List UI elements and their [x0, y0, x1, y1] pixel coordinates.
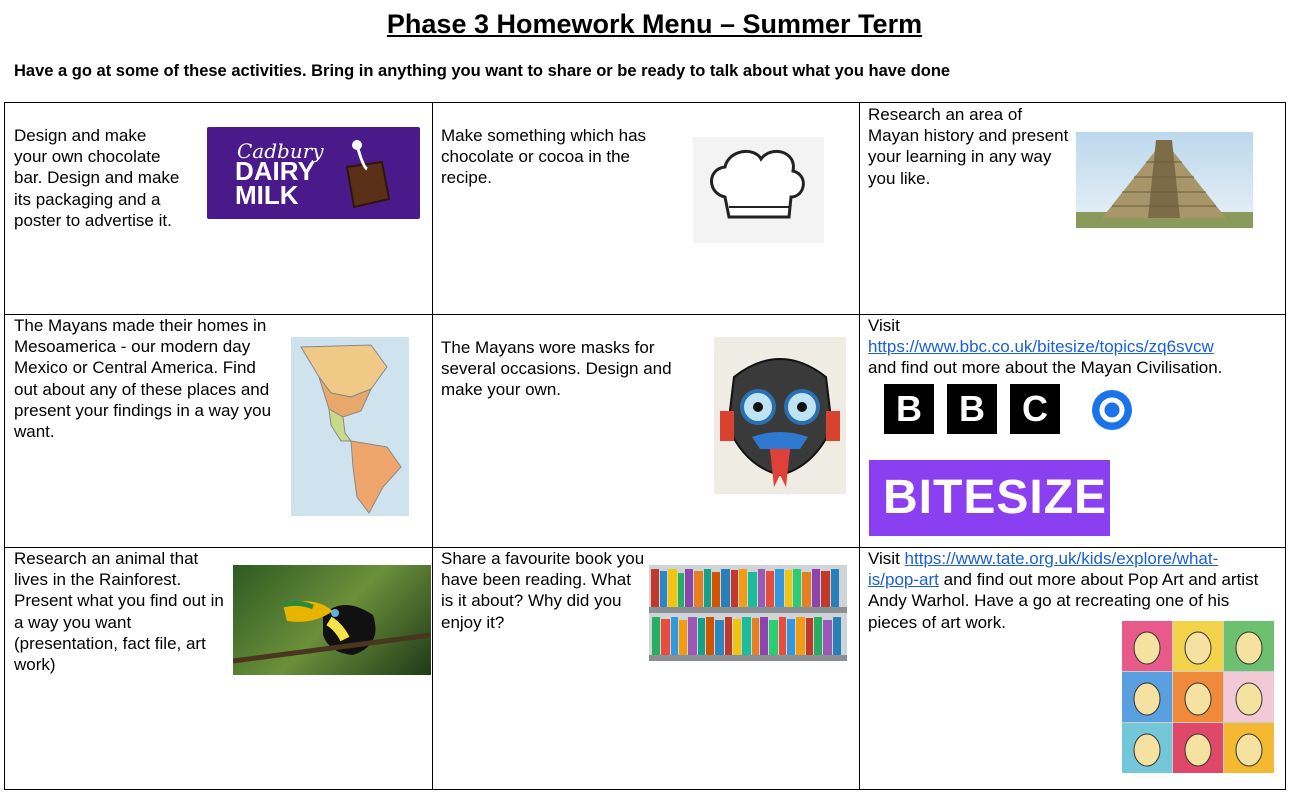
bitesize-logo: BITESIZE: [869, 460, 1110, 536]
cell-masks-text: The Mayans wore masks for several occasions. Design and make your own.: [441, 338, 672, 400]
bbc-bitesize-link[interactable]: https://www.bbc.co.uk/bitesize/topics/zq6svcw: [868, 337, 1214, 357]
bookshelf-image: [649, 565, 847, 661]
visit-text: Visit: [868, 316, 900, 335]
mask-image: [714, 337, 846, 494]
cell-history-text: Research an area of Mayan history and present your learning in any way you like.: [868, 105, 1069, 188]
cell-book-text: Share a favourite book you have been reading. What is it about? Why did you enjoy it?: [441, 549, 645, 632]
map-image: [291, 337, 409, 516]
bbc-logo-c: C: [1010, 384, 1060, 434]
chocolate-chunk-icon: [207, 127, 420, 219]
cell-bbc-text: [868, 315, 1278, 379]
brand-word-2: MILK: [235, 180, 299, 210]
popart-description: and find out more about Pop Art and artist Andy Warhol. Have a go at recreating one of his pieces of art work.: [868, 570, 1259, 632]
sounds-icon: [1090, 388, 1134, 432]
chef-hat-icon: [693, 137, 824, 243]
visit-text-2: Visit: [868, 549, 900, 568]
bbc-logo-b1: B: [884, 384, 934, 434]
cell-chocolate-text: Design and make your own chocolate bar. Design and make its packaging and a poster to advertise it.: [14, 126, 180, 230]
pop-art-image: [1122, 621, 1274, 773]
cell-mesoamerica-text: The Mayans made their homes in Mesoamerica - our modern day Mexico or Central America. Find out about any of these places and present your findings in a way you want.: [14, 316, 272, 442]
page-title: Phase 3 Homework Menu – Summer Term: [386, 9, 923, 39]
toucan-image: [233, 565, 431, 675]
brand-word-1: DAIRY: [235, 156, 315, 186]
grid-divider: [432, 103, 433, 789]
tate-popart-link[interactable]: https://www.tate.org.uk/kids/explore/what-is/pop-art: [868, 549, 1219, 590]
brand-script: Cadbury: [237, 139, 324, 163]
homework-grid: [4, 102, 1286, 790]
cell-rainforest-text: Research an animal that lives in the Rainforest. Present what you find out in a way you want (presentation, fact file, art work): [14, 549, 224, 675]
chocolate-bar-image: [207, 127, 420, 219]
bbc-description: and find out more about the Mayan Civilisation.: [868, 358, 1223, 378]
grid-divider: [859, 103, 860, 789]
bbc-logo-b2: B: [947, 384, 997, 434]
page-subtitle: Have a go at some of these activities. Bring in anything you want to share or be ready to talk about what you have done: [14, 62, 951, 80]
cell-recipe-text: Make something which has chocolate or cocoa in the recipe.: [441, 126, 647, 188]
pyramid-image: [1076, 132, 1253, 228]
